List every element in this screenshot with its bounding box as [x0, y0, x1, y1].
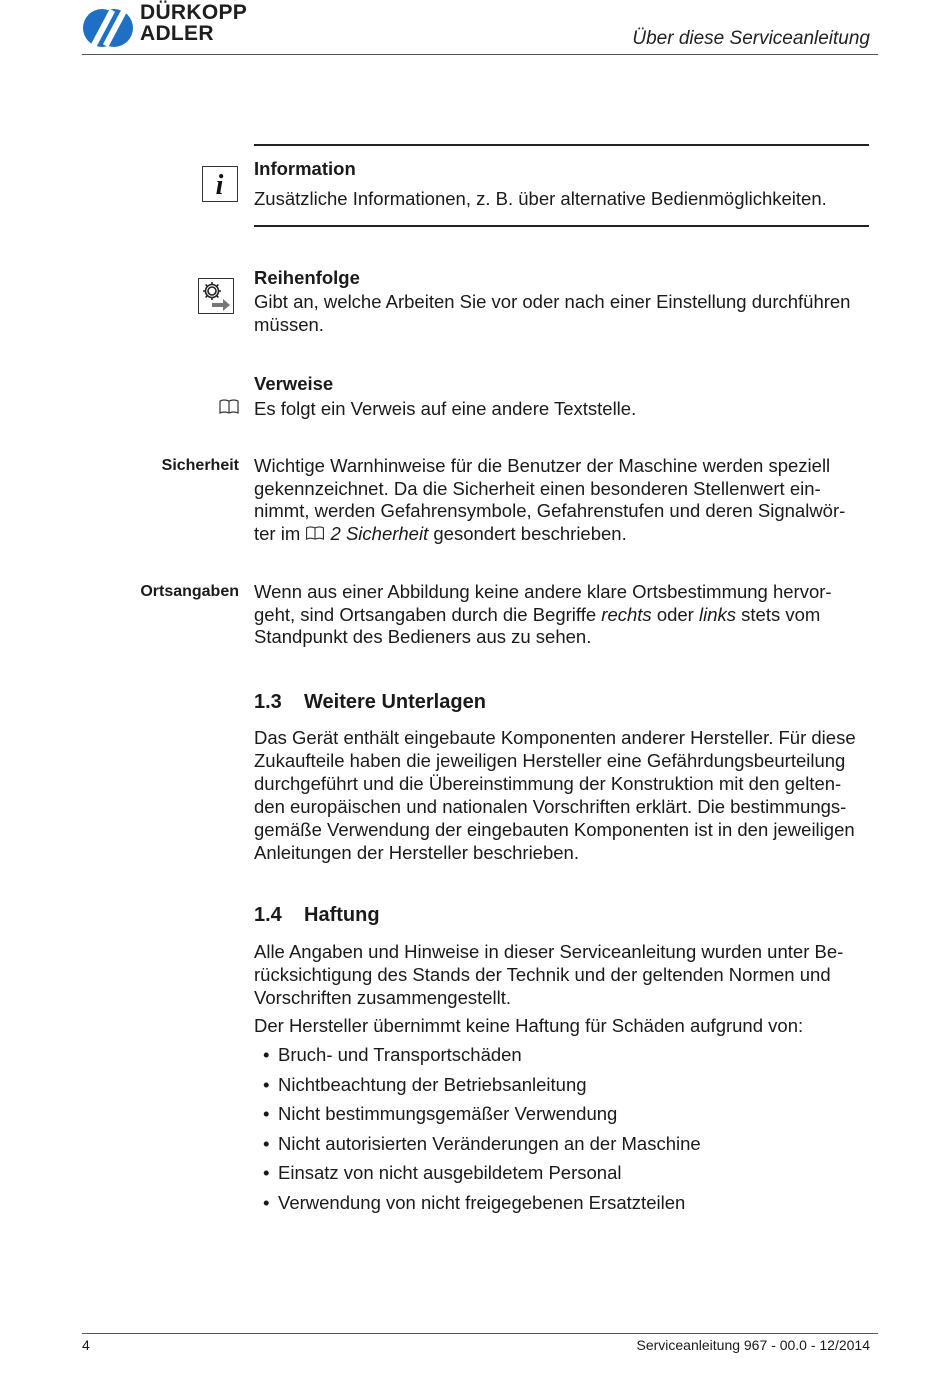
safety-line-4-post: gesondert beschrieben. [433, 523, 627, 544]
section-1-3-line: durchgeführt und die Übereinstimmung der Konstruktion mit den gelten- [254, 773, 842, 794]
page-header-title: Über diese Serviceanleitung [632, 28, 870, 49]
order-text-line-1: Gibt an, welche Arbeiten Sie vor oder nach einer Einstellung durchführen [254, 291, 851, 312]
brand-logo-mark [82, 6, 134, 50]
gear-arrow-icon [198, 278, 234, 314]
reference-text: Es folgt ein Verweis auf eine andere Textstelle. [254, 398, 637, 419]
list-item: • Nicht bestimmungsgemäßer Verwendung [239, 1102, 874, 1132]
section-1-4-line: Vorschriften zusammengestellt. [254, 987, 512, 1008]
location-line-2-post: stets vom [741, 604, 821, 625]
order-heading: Reihenfolge [254, 267, 360, 288]
term-links: links [698, 604, 736, 625]
page-number: 4 [82, 1337, 90, 1353]
safety-text-line-4 [254, 522, 874, 545]
section-1-4-number: 1.4 [254, 904, 282, 926]
list-item: • Bruch- und Transportschäden [239, 1043, 874, 1073]
liability-bullet-list [254, 1043, 874, 1221]
brand-line-2: ADLER [140, 22, 214, 45]
section-1-3-line: Das Gerät enthält eingebaute Komponenten anderer Hersteller. Für diese [254, 727, 856, 748]
safety-text-line-1: Wichtige Warnhinweise für die Benutzer der Maschine werden speziell [254, 455, 831, 476]
section-1-3-line: den europäischen und nationalen Vorschriften erklärt. Die bestimmungs- [254, 796, 847, 817]
book-ref-icon [305, 523, 325, 538]
svg-text:i: i [215, 170, 224, 200]
term-rechts: rechts [601, 604, 652, 625]
list-item: • Verwendung von nicht freigegebenen Ersatzteilen [239, 1191, 874, 1221]
section-1-3-paragraph [254, 726, 874, 864]
order-text-line-2: müssen. [254, 314, 324, 335]
list-item: • Nicht autorisierten Veränderungen an der Maschine [239, 1132, 874, 1162]
location-line-2-mid: oder [656, 604, 694, 625]
brand-line-1: DÜRKOPP [140, 1, 248, 24]
section-1-3-title: Weitere Unterlagen [304, 691, 486, 713]
location-text-line-1: Wenn aus einer Abbildung keine andere klare Ortsbestimmung hervor- [254, 581, 832, 602]
section-1-4-title: Haftung [304, 904, 380, 926]
book-icon [219, 399, 239, 415]
location-side-label: Ortsangaben [140, 583, 239, 600]
info-text: Zusätzliche Informationen, z. B. über alternative Bedienmöglichkeiten. [254, 188, 827, 209]
section-1-4-line: rücksichtigung des Stands der Technik und der geltenden Normen und [254, 964, 831, 985]
location-text-line-3: Standpunkt des Bedieners aus zu sehen. [254, 626, 592, 647]
list-item: • Nichtbeachtung der Betriebsanleitung [239, 1073, 874, 1103]
section-1-3-line: Anleitungen der Hersteller beschrieben. [254, 842, 579, 863]
safety-chapter-link[interactable]: 2 Sicherheit [330, 523, 429, 544]
section-1-3-line: gemäße Verwendung der eingebauten Komponenten ist in den jeweiligen [254, 819, 855, 840]
info-heading: Information [254, 158, 356, 179]
section-1-4-heading [254, 904, 380, 927]
reference-heading: Verweise [254, 373, 334, 394]
brand-logo-text [140, 2, 247, 44]
safety-line-4-pre: ter im [254, 523, 301, 544]
info-top-rule [254, 144, 869, 146]
section-1-3-line: Zukaufteile haben die jeweiligen Hersteller eine Gefährdungsbeurteilung [254, 750, 846, 771]
location-text-line-2 [254, 603, 874, 626]
section-1-4-paragraph-2: Der Hersteller übernimmt keine Haftung für Schäden aufgrund von: [254, 1015, 804, 1036]
info-bottom-rule [254, 225, 869, 227]
section-1-4-line: Alle Angaben und Hinweise in dieser Serviceanleitung wurden unter Be- [254, 941, 844, 962]
section-1-3-heading [254, 691, 486, 714]
safety-side-label: Sicherheit [161, 457, 239, 474]
section-1-3-number: 1.3 [254, 691, 282, 713]
header-divider [82, 54, 878, 55]
document-reference: Serviceanleitung 967 - 00.0 - 12/2014 [636, 1337, 870, 1353]
section-1-4-paragraph-1 [254, 940, 874, 1009]
safety-text-line-3: nimmt, werden Gefahrensymbole, Gefahrenstufen und deren Signalwör- [254, 500, 846, 521]
location-line-2-pre: geht, sind Ortsangaben durch die Begriffe [254, 604, 597, 625]
list-item: • Einsatz von nicht ausgebildetem Personal [239, 1161, 874, 1191]
footer-divider [82, 1333, 878, 1334]
safety-text-line-2: gekennzeichnet. Da die Sicherheit einen besonderen Stellenwert ein- [254, 478, 821, 499]
info-icon [202, 166, 238, 202]
